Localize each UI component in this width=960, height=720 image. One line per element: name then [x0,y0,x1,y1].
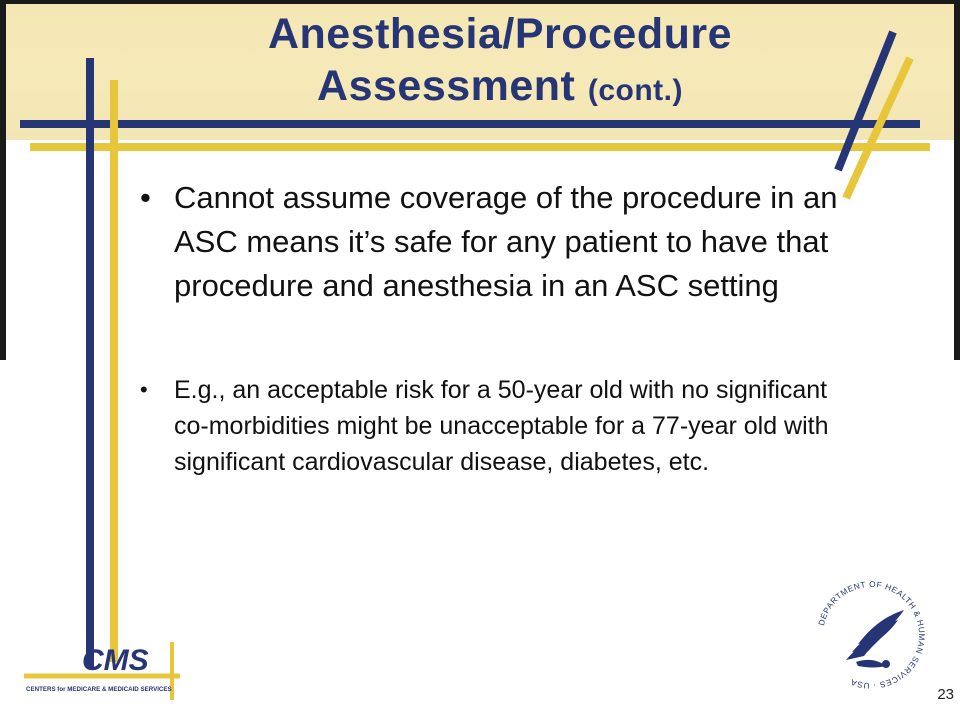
bullet-list [140,176,860,480]
eagle-icon [846,610,904,668]
cms-logo [24,636,194,706]
hhs-seal-ring-text: DEPARTMENT OF HEALTH & HUMAN SERVICES · USA [816,579,927,691]
title-line-1: Anesthesia/Procedure [267,10,733,58]
bullet-text: Cannot assume coverage of the procedure in an ASC means it’s safe for any patient to have that procedure and anesthesia in an ASC setting [174,180,838,303]
bullet-item [140,372,860,480]
slide-title [140,8,860,117]
bullet-item [140,176,860,308]
bullet-dot: • [140,180,151,215]
cms-logo-wordmark: CMS [82,644,149,677]
title-word: Assessment [317,62,576,110]
hhs-seal [812,576,930,694]
title-suffix: (cont.) [587,74,683,107]
cms-logo-tagline: CENTERS for MEDICARE & MEDICAID SERVICES [26,686,172,693]
bullet-text: E.g., an acceptable risk for a 50-year old with no significant co-morbidities might be unacceptable for a 77-year old with significant cardiovascular disease, diabetes, etc. [174,376,829,476]
title-line-2 [140,60,860,117]
bullet-dot: • [140,377,148,402]
page-number: 23 [937,686,954,703]
